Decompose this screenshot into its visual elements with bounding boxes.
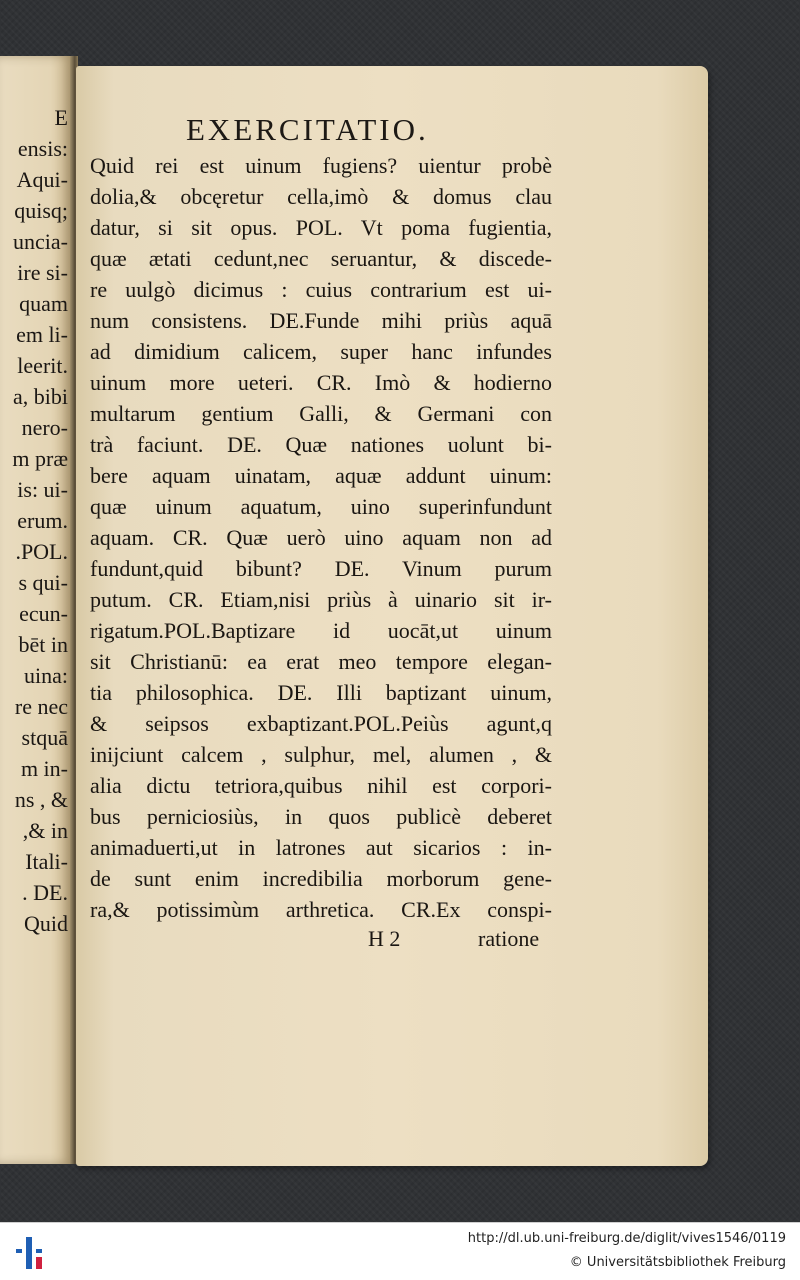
catchword: ratione <box>478 926 540 951</box>
permalink-url[interactable]: http://dl.ub.uni-freiburg.de/diglit/vives1546/0119 <box>467 1231 786 1246</box>
left-page-line: Itali- <box>25 849 68 874</box>
left-page <box>0 56 72 1164</box>
left-page-line: ns , & <box>14 787 68 812</box>
left-page-line: m præ <box>12 446 68 471</box>
text-line: alia dictu tetriora,quibus nihil est corpori- <box>90 773 552 798</box>
left-page-line: ire si- <box>17 260 68 285</box>
left-page-line: E <box>54 105 68 130</box>
left-page-line: s qui- <box>18 570 68 595</box>
text-line: & seipsos exbaptizant.POL.Peiùs agunt,q <box>90 711 552 736</box>
left-page-line: m in- <box>20 756 68 781</box>
left-page-line: . DE. <box>22 880 68 905</box>
text-line: fundunt,quid bibunt? DE. Vinum purum <box>90 556 552 581</box>
text-line: ra,& potissimùm arthretica. CR.Ex conspi- <box>90 897 552 922</box>
page-heading: EXERCITATIO. <box>186 112 429 147</box>
left-page-line: Aqui- <box>16 167 68 192</box>
viewer-footer <box>0 1222 800 1280</box>
left-page-line: re nec <box>14 694 68 719</box>
text-line: uinum more ueteri. CR. Imò & hodierno <box>90 370 552 395</box>
left-page-line: .POL. <box>15 539 68 564</box>
text-line: datur, si sit opus. POL. Vt poma fugientia, <box>90 215 552 240</box>
left-page-line: ,& in <box>22 818 68 843</box>
text-line: num consistens. DE.Funde mihi priùs aquā <box>90 308 552 333</box>
text-line: bus perniciosiùs, in quos publicè deberet <box>90 804 552 829</box>
left-page-line: nero- <box>21 415 68 440</box>
left-page-line: ensis: <box>17 136 68 161</box>
text-line: aquam. CR. Quæ uerò uino aquam non ad <box>90 525 552 550</box>
text-line: Quid rei est uinum fugiens? uientur probè <box>90 153 552 178</box>
left-page-line: ecun- <box>19 601 68 626</box>
left-page-line: a, bibi <box>13 384 68 409</box>
left-page-line: erum. <box>17 508 68 533</box>
text-line: de sunt enim incredibilia morborum gene- <box>90 866 552 891</box>
left-page-line: em li- <box>16 322 68 347</box>
text-line: re uulgò dicimus : cuius contrarium est ui- <box>90 277 552 302</box>
left-page-line: Quid <box>24 911 68 936</box>
left-page-line: leerit. <box>17 353 68 378</box>
text-line: rigatum.POL.Baptizare id uocāt,ut uinum <box>90 618 552 643</box>
text-line: putum. CR. Etiam,nisi priùs à uinario sit ir- <box>90 587 552 612</box>
signature-mark: H 2 <box>368 926 401 951</box>
text-line: bere aquam uinatam, aquæ addunt uinum: <box>90 463 552 488</box>
left-page-line: quisq; <box>14 198 68 223</box>
left-page-line: stquā <box>21 725 68 750</box>
text-line: tia philosophica. DE. Illi baptizant uinum, <box>90 680 552 705</box>
left-page-line: is: ui- <box>17 477 68 502</box>
left-page-line: bēt in <box>18 632 68 657</box>
text-line: quæ ætati cedunt,nec seruantur, & discede- <box>90 246 552 271</box>
text-line: trà faciunt. DE. Quæ nationes uolunt bi- <box>90 432 552 457</box>
text-line: animaduerti,ut in latrones aut sicarios : in- <box>90 835 552 860</box>
left-page-line: uina: <box>24 663 68 688</box>
text-line: ad dimidium calicem, super hanc infundes <box>90 339 552 364</box>
left-page-line: uncia- <box>13 229 68 254</box>
text-line: quæ uinum aquatum, uino superinfundunt <box>90 494 552 519</box>
ub-freiburg-logo-icon <box>12 1233 52 1273</box>
text-line: multarum gentium Galli, & Germani con <box>90 401 552 426</box>
copyright-notice: © Universitätsbibliothek Freiburg <box>569 1255 786 1270</box>
text-line: dolia,& obcęretur cella,imò & domus clau <box>90 184 552 209</box>
text-line: sit Christianū: ea erat meo tempore elegan- <box>90 649 552 674</box>
text-line: inijciunt calcem , sulphur, mel, alumen , & <box>90 742 552 767</box>
left-page-line: quam <box>19 291 68 316</box>
